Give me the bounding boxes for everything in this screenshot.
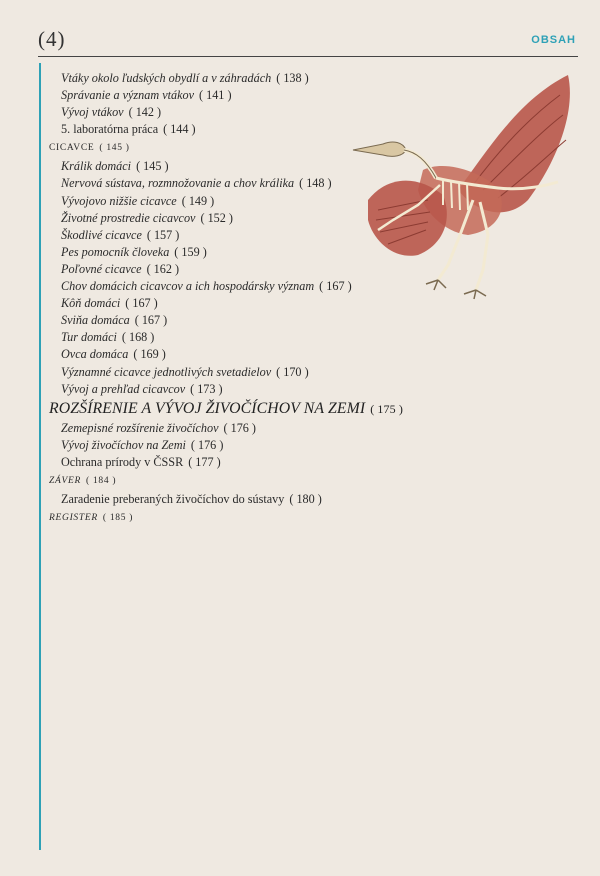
toc-entry — [49, 278, 549, 295]
toc-entry — [49, 138, 549, 158]
toc-entry-title: Poľovné cicavce — [61, 261, 142, 276]
toc-entry-title: Sviňa domáca — [61, 313, 130, 328]
toc-entry-title: Škodlivé cicavce — [61, 227, 142, 242]
toc-entry-title: CICAVCE — [49, 143, 95, 154]
toc-entry-title: Vtáky okolo ľudských obydlí a v záhradách — [61, 71, 272, 85]
toc-entry — [49, 471, 549, 491]
toc-entry-title: Vývoj živočíchov na Zemi — [61, 437, 186, 452]
section-title: OBSAH — [531, 34, 576, 46]
toc-entry-title: Vývojovo nižšie cicavce — [61, 193, 177, 208]
toc-entry — [49, 437, 549, 454]
toc-entry — [49, 329, 549, 346]
toc-entry-page: ( 169 ) — [133, 347, 166, 362]
toc-entry — [49, 454, 549, 471]
header-rule — [38, 56, 578, 57]
toc-entry — [49, 381, 549, 398]
toc-entry — [49, 193, 549, 210]
toc-entry — [49, 420, 549, 437]
toc-entry — [49, 295, 549, 312]
toc-entry — [49, 104, 549, 121]
table-of-contents — [49, 70, 549, 528]
toc-entry-title: 5. laboratórna práca — [61, 122, 159, 137]
toc-entry-page: ( 152 ) — [200, 210, 233, 225]
toc-entry-page: ( 144 ) — [163, 122, 196, 137]
toc-entry — [49, 508, 549, 528]
toc-entry-title: Ochrana prírody v ČSSR — [61, 454, 184, 469]
toc-entry-page: ( 180 ) — [289, 491, 322, 506]
toc-entry — [49, 175, 549, 192]
toc-entry-page: ( 167 ) — [125, 296, 158, 311]
toc-entry — [49, 227, 549, 244]
toc-entry-title: Pes pomocník človeka — [61, 244, 170, 259]
toc-entry-page: ( 138 ) — [276, 71, 309, 85]
toc-entry-page: ( 175 ) — [370, 401, 403, 416]
toc-entry-page: ( 159 ) — [174, 244, 207, 259]
toc-entry-page: ( 173 ) — [190, 381, 223, 396]
toc-entry-page: ( 145 ) — [136, 159, 169, 174]
toc-entry-page: ( 170 ) — [276, 364, 309, 379]
toc-entry — [49, 87, 549, 104]
toc-entry-title: Ovca domáca — [61, 347, 129, 362]
toc-entry-title: Tur domáci — [61, 330, 117, 345]
toc-entry — [49, 244, 549, 261]
toc-entry-title: Zaradenie preberaných živočíchov do sústavy — [61, 491, 285, 506]
toc-entry-title: Chov domácich cicavcov a ich hospodársky význam — [61, 279, 315, 294]
toc-entry — [49, 346, 549, 363]
toc-entry — [49, 158, 549, 175]
toc-entry-title: REGISTER — [49, 513, 98, 524]
toc-entry-page: ( 162 ) — [146, 261, 180, 276]
toc-entry — [49, 261, 549, 278]
toc-entry-title: Nervová sústava, rozmnožovanie a chov králika — [61, 176, 295, 191]
toc-entry-title: Významné cicavce jednotlivých svetadielov — [61, 364, 272, 379]
toc-entry — [49, 398, 549, 420]
toc-entry-page: ( 149 ) — [181, 193, 215, 208]
toc-entry-title: Kôň domáci — [61, 296, 121, 311]
toc-entry-title: Správanie a význam vtákov — [61, 88, 195, 103]
toc-entry-title: Králik domáci — [61, 159, 132, 174]
toc-entry-title: Vývoj vtákov — [61, 105, 124, 120]
toc-entry — [49, 364, 549, 381]
toc-entry-page: ( 145 ) — [99, 143, 130, 154]
toc-entry-title: Životné prostredie cicavcov — [61, 210, 196, 225]
toc-entry-page: ( 184 ) — [86, 475, 117, 486]
toc-entry — [49, 210, 549, 227]
toc-entry — [49, 491, 549, 508]
toc-entry-page: ( 176 ) — [223, 420, 256, 435]
toc-entry-page: ( 177 ) — [188, 454, 221, 469]
margin-rule — [39, 63, 41, 850]
toc-entry-title: ZÁVER — [49, 475, 81, 486]
toc-entry-page: ( 185 ) — [102, 513, 134, 524]
toc-entry-page: ( 157 ) — [146, 227, 180, 242]
toc-entry-page: ( 148 ) — [299, 176, 332, 191]
toc-entry-title: Zemepisné rozšírenie živočíchov — [61, 420, 219, 435]
toc-entry-page: ( 176 ) — [190, 437, 224, 452]
toc-entry-title: ROZŠÍRENIE A VÝVOJ ŽIVOČÍCHOV NA ZEMI — [49, 399, 366, 417]
toc-entry-page: ( 168 ) — [121, 330, 155, 345]
toc-entry-page: ( 142 ) — [128, 105, 162, 120]
toc-entry-page: ( 141 ) — [199, 88, 232, 103]
toc-entry-page: ( 167 ) — [134, 313, 168, 328]
page-number: (4) — [38, 27, 66, 51]
toc-entry — [49, 312, 549, 329]
toc-entry — [49, 121, 549, 138]
toc-entry — [49, 70, 549, 87]
toc-entry-page: ( 167 ) — [319, 279, 352, 294]
toc-entry-title: Vývoj a prehľad cicavcov — [61, 381, 186, 396]
